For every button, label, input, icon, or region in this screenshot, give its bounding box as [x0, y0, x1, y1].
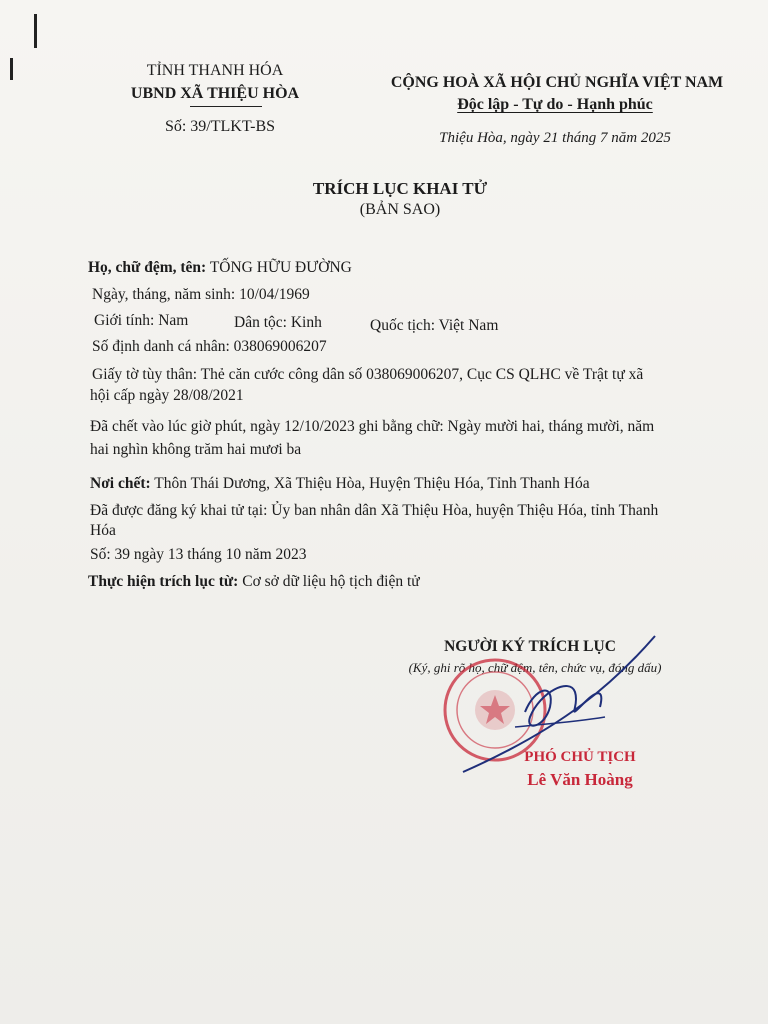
signer-note: (Ký, ghi rõ họ, chữ đệm, tên, chức vụ, đóng dấu) [408, 660, 662, 675]
binder-mark-top [34, 14, 37, 48]
field-nationality [370, 317, 498, 335]
nationality-label: Quốc tịch: [370, 317, 435, 334]
signer-name: Lê Văn Hoàng [527, 770, 633, 789]
field-doc-line1 [92, 366, 643, 384]
field-regno: Số: 39 ngày 13 tháng 10 năm 2023 [90, 546, 307, 563]
death-label: Đã chết vào lúc [90, 418, 187, 435]
commune-name: UBND XÃ THIỆU HÒA [130, 85, 300, 102]
signer-title: NGƯỜI KÝ TRÍCH LỤC [444, 638, 616, 655]
field-reg-line2: Hóa [90, 522, 116, 539]
source-value: Cơ sở dữ liệu hộ tịch điện tử [242, 573, 420, 590]
field-gender [94, 312, 188, 330]
name-label: Họ, chữ đệm, tên: [88, 259, 207, 276]
field-dob [92, 286, 310, 304]
document-subtitle: (BẢN SAO) [359, 201, 441, 218]
field-place [90, 475, 590, 493]
field-reg-line1 [90, 502, 658, 520]
nationality-value: Việt Nam [438, 317, 499, 334]
field-name [88, 259, 352, 277]
dob-label: Ngày, tháng, năm sinh: [92, 286, 236, 303]
signer-position: PHÓ CHỦ TỊCH [524, 749, 636, 765]
field-ethnic [234, 314, 322, 332]
name-value: TỐNG HỮU ĐƯỜNG [209, 259, 352, 276]
document-number: Số: 39/TLKT-BS [164, 118, 276, 135]
source-label: Thực hiện trích lục từ: [88, 573, 239, 590]
gender-value: Nam [158, 312, 189, 329]
id-value: 038069006207 [233, 338, 327, 355]
country-name: CỘNG HOÀ XÃ HỘI CHỦ NGHĨA VIỆT NAM [390, 74, 724, 91]
place-value: Thôn Thái Dương, Xã Thiệu Hòa, Huyện Thiệu Hóa, Tỉnh Thanh Hóa [154, 475, 590, 492]
document-title: TRÍCH LỤC KHAI TỬ [312, 179, 488, 198]
field-death-line1 [90, 418, 654, 436]
dob-value: 10/04/1969 [239, 286, 310, 303]
field-id [92, 338, 327, 356]
reg-label: Đã được đăng ký khai tử tại: [90, 502, 268, 519]
field-doc-line2: hội cấp ngày 28/08/2021 [90, 387, 244, 404]
gender-label: Giới tính: [94, 312, 155, 329]
place-date: Thiệu Hòa, ngày 21 tháng 7 năm 2025 [439, 130, 671, 146]
death-value-line1: giờ phút, ngày 12/10/2023 ghi bằng chữ: Ngày mười hai, tháng mười, năm [190, 418, 655, 435]
province-name: TỈNH THANH HÓA [146, 62, 284, 79]
doc-value-line1: Thẻ căn cước công dân số 038069006207, Cục CS QLHC về Trật tự xã [200, 366, 644, 383]
place-label: Nơi chết: [90, 475, 151, 492]
binder-mark-bottom [10, 58, 13, 80]
reg-value-line1: Ủy ban nhân dân Xã Thiệu Hòa, huyện Thiệu Hóa, tỉnh Thanh [271, 502, 659, 519]
id-label: Số định danh cá nhân: [92, 338, 230, 355]
national-motto: Độc lập - Tự do - Hạnh phúc [457, 96, 653, 113]
field-source [88, 573, 420, 591]
doc-label: Giấy tờ tùy thân: [92, 366, 198, 383]
commune-underline [190, 106, 262, 107]
ethnic-value: Kinh [290, 314, 322, 331]
field-death-line2: hai nghìn không trăm hai mươi ba [90, 441, 302, 458]
ethnic-label: Dân tộc: [234, 314, 287, 331]
